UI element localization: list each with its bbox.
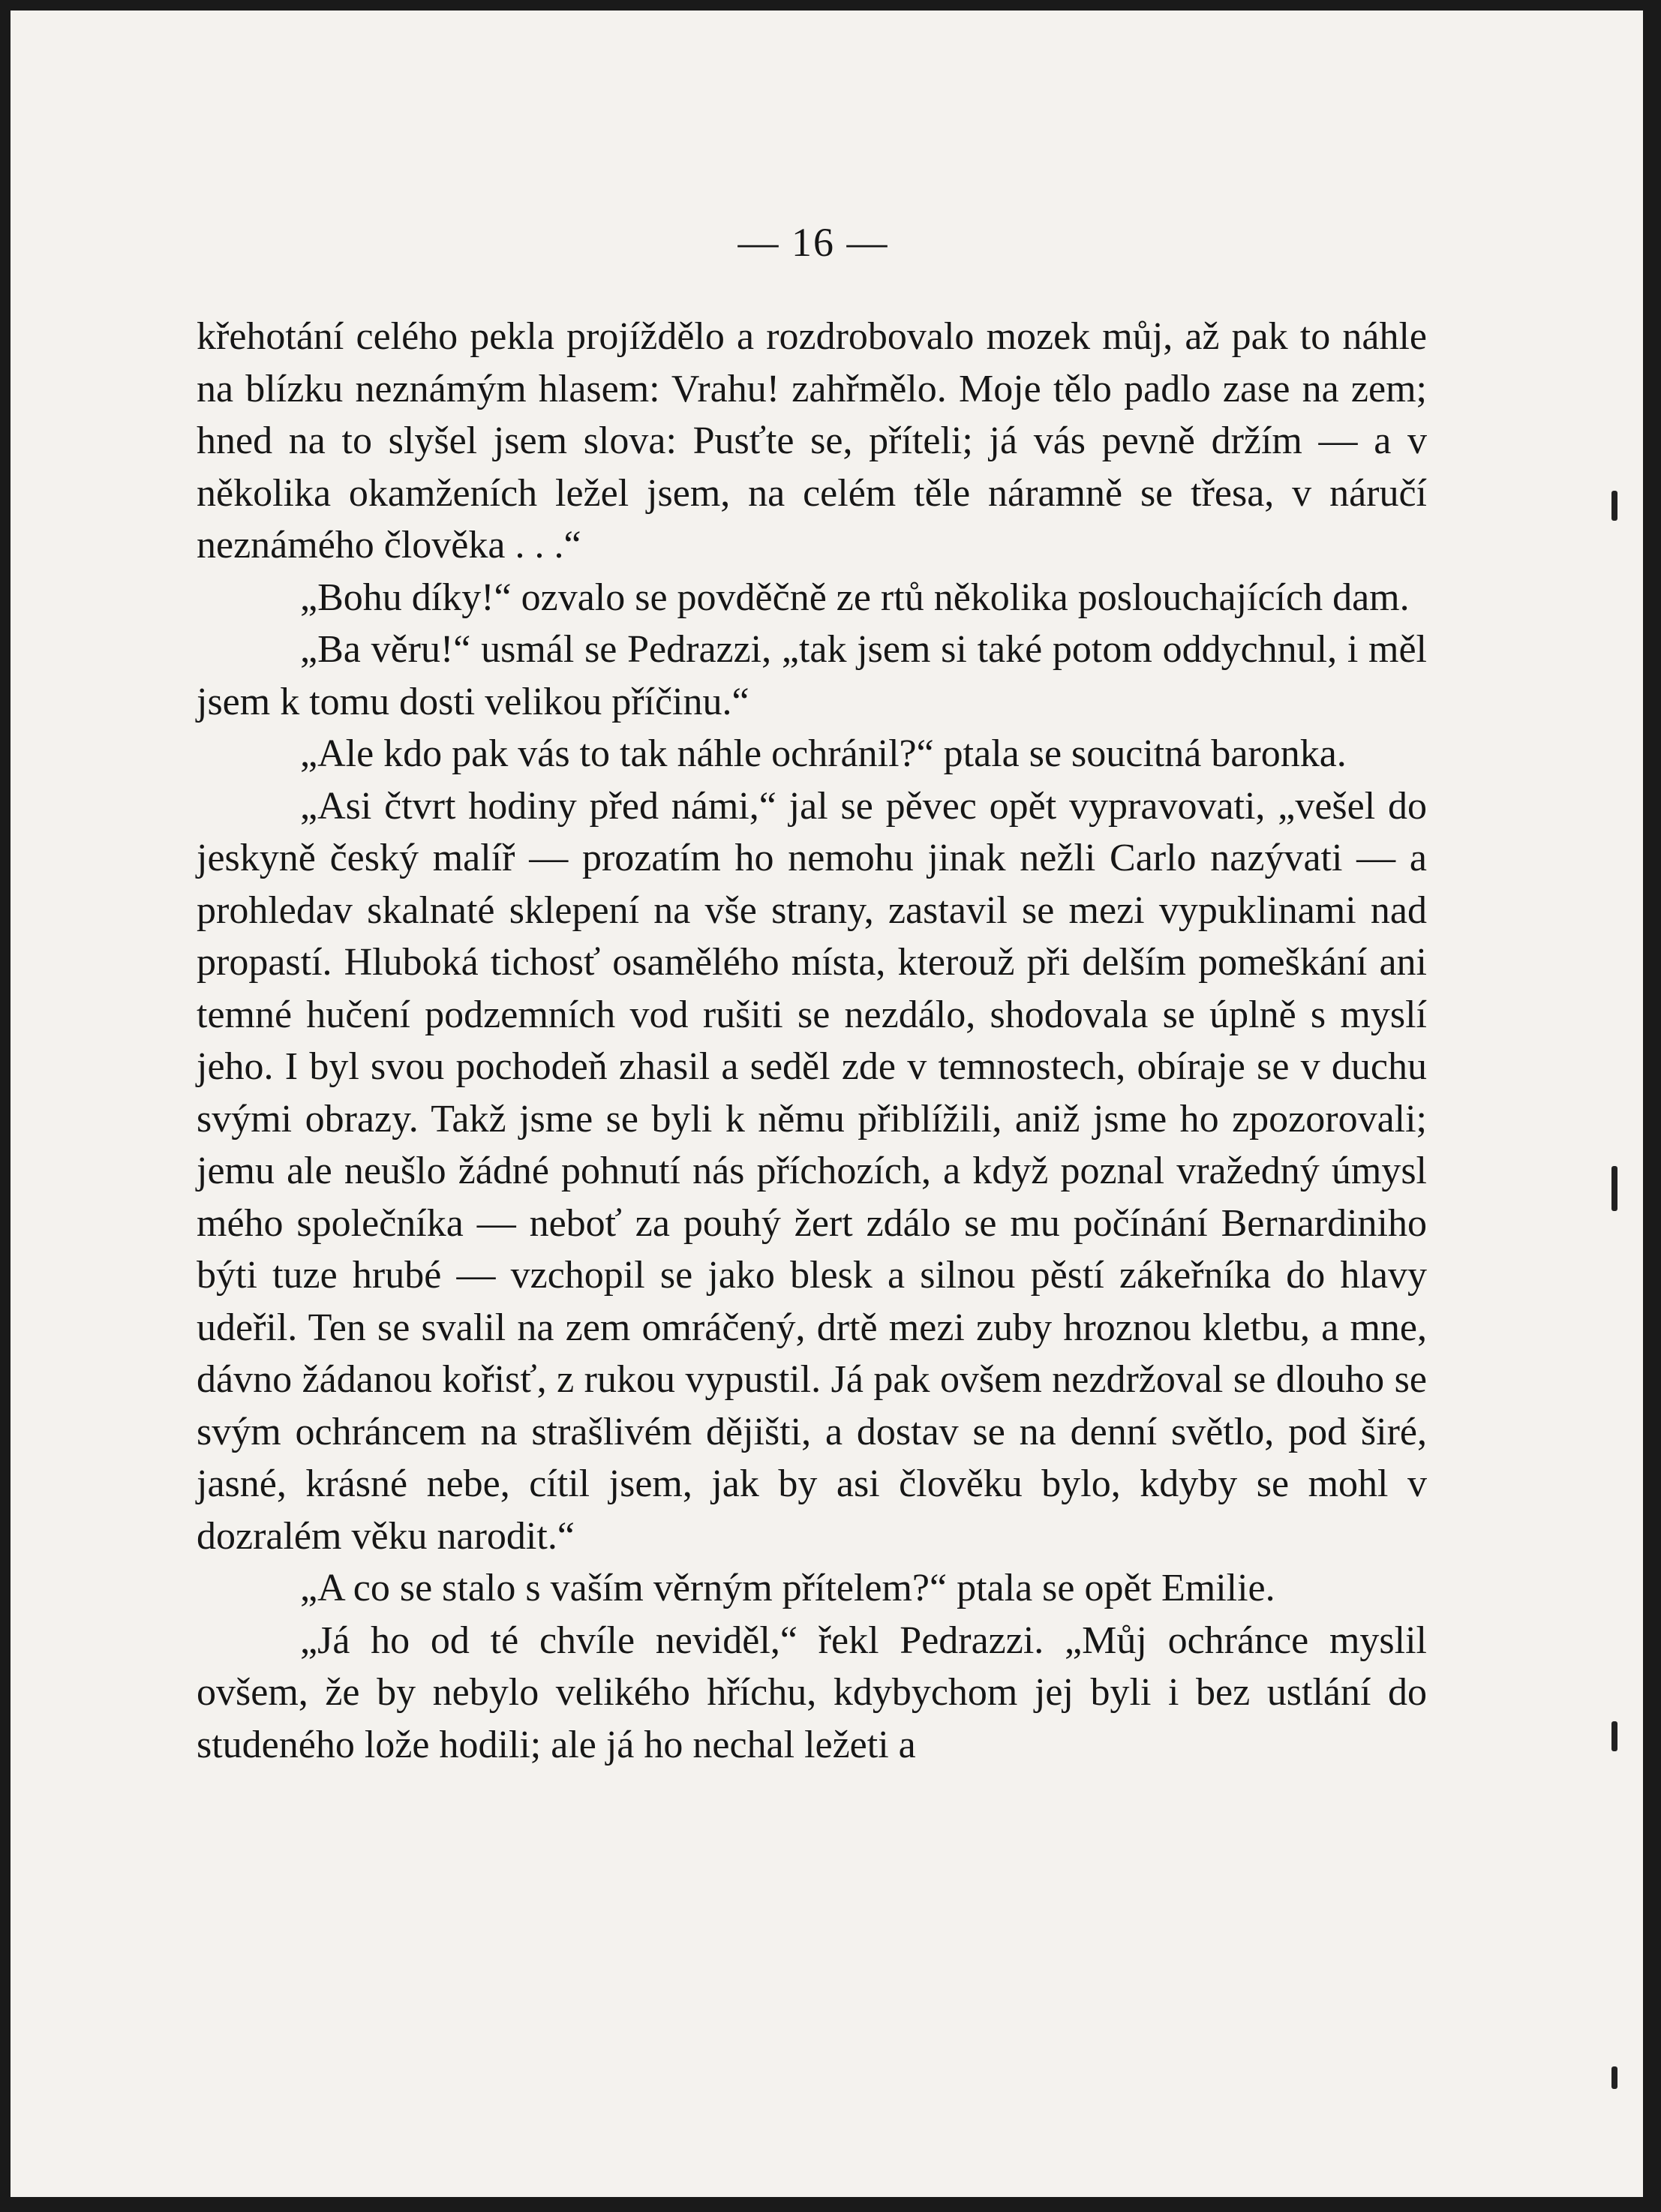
edge-mark [1611, 1721, 1617, 1751]
paragraph-4: „Ale kdo pak vás to tak náhle ochránil?“ ptala se soucitná baronka. [300, 732, 1347, 775]
paragraph-5: „Asi čtvrt hodiny před námi,“ jal se pěvec opět vypravovati, „vešel do jeskyně český malíř — prozatím ho nemohu jinak nežli Carlo nazývati — a prohledav skalnaté sklepení na vše strany, zastavil se mezi vypuklinami nad propastí. Hluboká tichosť osamělého místa, kterouž při delším pomeškání ani temné hučení podzemních vod rušiti se nezdálo, shodovala se úplně s myslí jeho. I byl svou pochodeň zhasil a seděl zde v temnostech, obíraje se v duchu svými obrazy. Takž jsme se byli k němu přiblížili, aniž jsme ho zpozorovali; jemu ale neušlo žádné pohnutí nás příchozích, a když poznal vražedný úmysl mého společníka — neboť za pouhý žert zdálo se mu počínání Bernardiniho býti tuze hrubé — vzchopil se jako blesk a silnou pěstí zákeřníka do hlavy udeřil. Ten se svalil na zem omráčený, drtě mezi zuby hroznou kletbu, a mne, dávno žádanou kořisť, z rukou vypustil. Já pak ovšem nezdržoval se dlouho se svým ochráncem na strašlivém dějišti, a dostav se na denní světlo, pod širé, jasné, krásné nebe, cítil jsem, jak by asi člověku bylo, kdyby se mohl v dozralém věku narodit.“ [197, 784, 1427, 1558]
page-number: — 16 — [737, 220, 889, 265]
book-page [11, 11, 1643, 2197]
edge-mark [1611, 491, 1617, 521]
page-text [197, 311, 1427, 1771]
edge-mark [1611, 1166, 1617, 1211]
page-edge-marks [1611, 11, 1626, 2197]
paragraph-1: křehotání celého pekla projíždělo a rozdrobovalo mozek můj, až pak to náhle na blízku neznámým hlasem: Vrahu! zahřmělo. Moje tělo padlo zase na zem; hned na to slyšel jsem slova: Pusťte se, příteli; já vás pevně držím — a v několika okamženích ležel jsem, na celém těle náramně se třesa, v náručí neznámého člověka . . .“ [197, 315, 1427, 567]
paragraph-3: „Ba věru!“ usmál se Pedrazzi, „tak jsem si také potom oddychnul, i měl jsem k tomu dosti velikou příčinu.“ [197, 628, 1427, 723]
paragraph-7: „Já ho od té chvíle neviděl,“ řekl Pedrazzi. „Můj ochránce myslil ovšem, že by nebylo velikého hříchu, kdybychom jej byli i bez ustlání do studeného lože hodili; ale já ho nechal ležeti a [197, 1618, 1427, 1766]
edge-mark [1611, 2066, 1617, 2089]
paragraph-2: „Bohu díky!“ ozvalo se povděčně ze rtů několika poslouchajících dam. [300, 576, 1410, 619]
paragraph-6: „A co se stalo s vaším věrným přítelem?“ ptala se opět Emilie. [300, 1567, 1275, 1609]
